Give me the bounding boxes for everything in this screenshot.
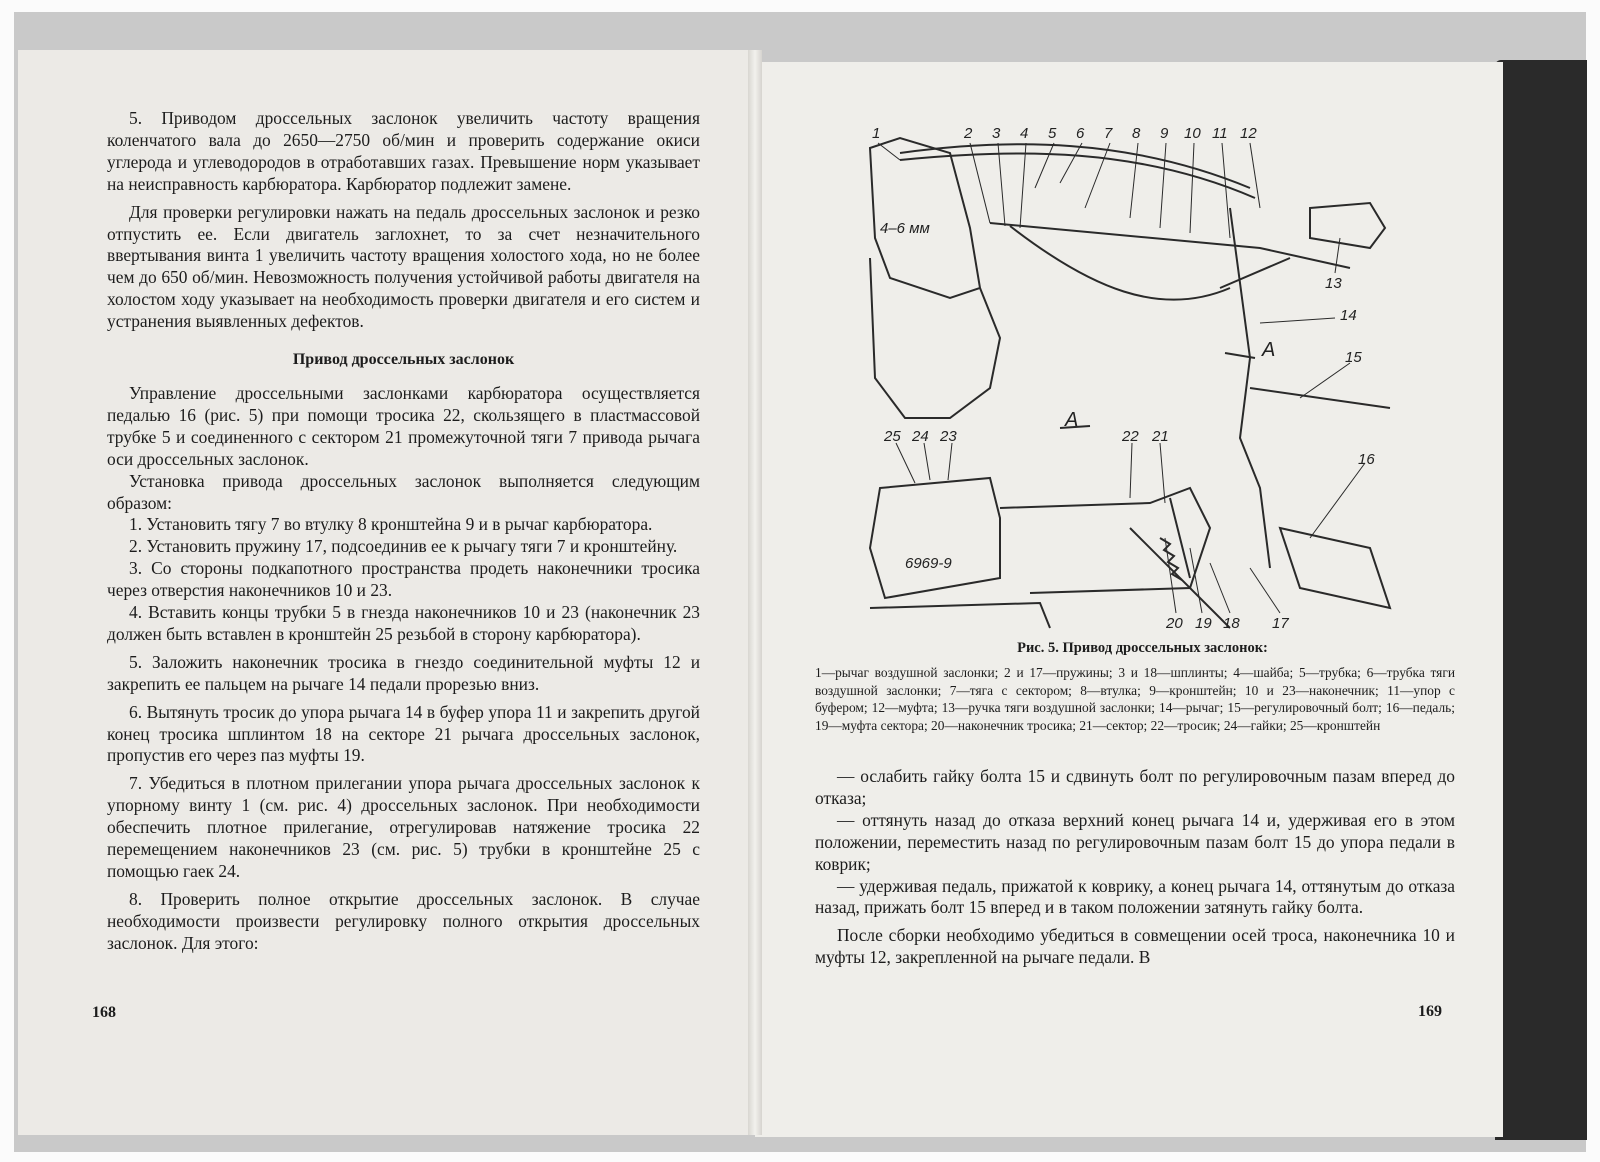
book-gutter (748, 50, 762, 1135)
callout-23: 23 (940, 428, 957, 445)
dimension-label: 4–6 мм (880, 220, 930, 237)
paragraph: Управление дроссельными заслонками карбюратора осуществляется педалью 16 (рис. 5) при помощи тросика 22, скользящего в пластмассовой трубке 5 и соединенного с сектором 21 промежуточной тяги 7 привода рычага оси дроссельных заслонок. (107, 382, 700, 469)
callout-22: 22 (1122, 428, 1139, 445)
page-number-left: 168 (92, 1004, 116, 1021)
section-label-a: A (1262, 339, 1276, 361)
callout-16: 16 (1358, 451, 1375, 468)
paragraph: — удерживая педаль, прижатой к коврику, а конец рычага 14, оттянутым до отказа назад, прижать болт 15 вперед и в таком положении затянуть гайку болта. (815, 875, 1455, 918)
paragraph: 4. Вставить концы трубки 5 в гнезда наконечников 10 и 23 (наконечник 23 должен быть вставлен в кронштейн 25 резьбой в сторону карбюратора). (107, 602, 700, 644)
callout-12: 12 (1240, 125, 1257, 142)
paragraph: 5. Приводом дроссельных заслонок увеличить частоту вращения коленчатого вала до 2650—2750 об/мин и проверить содержание окиси углерода и углеводородов в отработавших газах. Превышение норм указывает на неисправность карбюратора. Карбюратор подлежит замене. (107, 108, 700, 194)
paragraph: 2. Установить пружину 17, подсоединив ее к рычагу тяги 7 и кронштейну. (129, 536, 678, 557)
callout-4: 4 (1020, 125, 1029, 142)
callout-25: 25 (884, 428, 901, 445)
paragraph: Для проверки регулировки нажать на педаль дроссельных заслонок и резко отпустить ее. Если двигатель заглохнет, то за счет незначительного ввертывания винта 1 увеличить частоту вращения холостого хода, но не более чем до 650 об/мин. Невозможность получения устойчивой работы двигателя на холостом ходу указывает на необходимость проверки двигателя и его систем и устранения выявленных дефектов. (107, 201, 700, 332)
section-label-a-lower: A (1065, 409, 1079, 431)
callout-20: 20 (1166, 615, 1183, 632)
paragraph: После сборки необходимо убедиться в совмещении осей троса, наконечника 10 и муфты 12, закрепленной на рычаге педали. В (815, 925, 1455, 968)
paragraph: 6. Вытянуть тросик до упора рычага 14 в буфер упора 11 и закрепить другой конец тросика шплинтом 18 на секторе 21 рычага дроссельных заслонок, пропустив его через паз муфты 19. (107, 701, 700, 766)
page-number-right: 169 (1418, 1003, 1442, 1020)
callout-1: 1 (872, 125, 881, 142)
paragraph: 1. Установить тягу 7 во втулку 8 кронштейна 9 и в рычаг карбюратора. (129, 514, 653, 535)
callout-2: 2 (964, 125, 973, 142)
callout-13: 13 (1325, 275, 1342, 292)
paragraph: 3. Со стороны подкапотного пространства продеть наконечники тросика через отверстия наконечников 10 и 23. (107, 558, 700, 601)
callout-9: 9 (1160, 125, 1169, 142)
paragraph: 5. Заложить наконечник тросика в гнездо соединительной муфты 12 и закрепить ее пальцем на рычаге 14 педали прорезью вниз. (107, 651, 700, 694)
paragraph: — ослабить гайку болта 15 и сдвинуть болт по регулировочным пазам вперед до отказа; (815, 766, 1455, 808)
callout-24: 24 (912, 428, 929, 445)
figure-caption: Рис. 5. Привод дроссельных заслонок: (1017, 640, 1268, 656)
callout-19: 19 (1195, 615, 1212, 632)
paragraph: 7. Убедиться в плотном прилегании упора рычага дроссельных заслонок к упорному винту 1 (см. рис. 4) дроссельных заслонок. При необходимости обеспечить плотное прилегание, отрегулировав натяжение тросика 22 перемещением наконечников 23 (см. рис. 5) трубки в кронштейне 25 с помощью гаек 24. (107, 773, 700, 881)
callout-11: 11 (1212, 125, 1228, 142)
callout-5: 5 (1048, 125, 1057, 142)
callout-18: 18 (1223, 615, 1240, 632)
callout-14: 14 (1340, 307, 1357, 324)
part-marking: 6969-9 (905, 555, 952, 572)
throttle-linkage-drawing (830, 108, 1430, 633)
callout-15: 15 (1345, 349, 1362, 366)
callout-10: 10 (1184, 125, 1201, 142)
figure-legend: 1—рычаг воздушной заслонки; 2 и 17—пружины; 3 и 18—шплинты; 4—шайба; 5—трубка; 6—трубка тяги воздушной заслонки; 7—тяга с сектором; 8—втулка; 9—кронштейн; 10 и 23—наконечник; 11—упор с буфером; 12—муфта; 13—ручка тяги воздушной заслонки; 14—рычаг; 15—регулировочный болт; 16—педаль; 19—муфта сектора; 20—наконечник тросика; 21—сектор; 22—тросик; 24—гайки; 25—кронштейн (815, 665, 1455, 733)
callout-7: 7 (1104, 125, 1113, 142)
callout-3: 3 (992, 125, 1001, 142)
paragraph: Установка привода дроссельных заслонок выполняется следующим образом: (107, 470, 700, 513)
paragraph: 8. Проверить полное открытие дроссельных заслонок. В случае необходимости произвести регулировку полного открытия дроссельных заслонок. Для этого: (107, 888, 700, 953)
callout-17: 17 (1272, 615, 1289, 632)
callout-6: 6 (1076, 125, 1085, 142)
section-heading: Привод дроссельных заслонок (292, 351, 515, 369)
book-cover (1495, 60, 1587, 1140)
right-page-text (815, 766, 1455, 969)
callout-21: 21 (1152, 428, 1169, 445)
left-page-text (107, 108, 700, 955)
paragraph: — оттянуть назад до отказа верхний конец рычага 14 и, удерживая его в этом положении, переместить назад по регулировочным пазам болт 15 до упора педали в коврик; (815, 809, 1455, 874)
callout-8: 8 (1132, 125, 1141, 142)
